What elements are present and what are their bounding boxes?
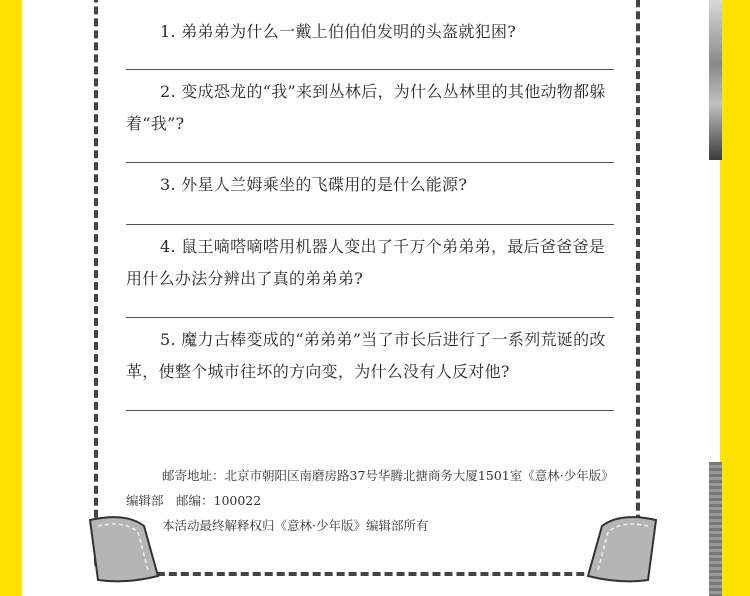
question-5	[126, 324, 614, 388]
answer-line-1[interactable]	[126, 69, 614, 70]
question-2	[126, 76, 614, 140]
question-4-text: 4. 鼠王嘀嗒嘀嗒用机器人变出了千万个弟弟弟，最后爸爸爸是用什么办法分辨出了真的弟弟弟?	[126, 237, 606, 288]
question-3-text: 3. 外星人兰姆乘坐的飞碟用的是什么能源?	[160, 175, 468, 194]
answer-line-5[interactable]	[126, 410, 614, 411]
rights-notice: 本活动最终解释权归《意林·少年版》编辑部所有	[162, 518, 429, 533]
question-2-text: 2. 变成恐龙的“我”来到丛林后，为什么丛林里的其他动物都躲着“我”?	[126, 82, 606, 133]
side-photo-strip-lower	[709, 462, 722, 596]
footer-info	[126, 463, 626, 538]
right-corner-tab-icon	[580, 510, 660, 586]
side-photo-strip	[709, 0, 722, 160]
question-1-text: 1. 弟弟弟为什么一戴上伯伯伯发明的头盔就犯困?	[160, 22, 517, 41]
answer-line-2[interactable]	[126, 162, 614, 163]
question-1	[126, 16, 614, 48]
left-corner-tab-icon	[86, 510, 166, 586]
answer-line-4[interactable]	[126, 317, 614, 318]
question-5-text: 5. 魔力古棒变成的“弟弟弟”当了市长后进行了一系列荒诞的改革，使整个城市往坏的方向变，为什么没有人反对他?	[126, 330, 606, 381]
answer-line-3[interactable]	[126, 224, 614, 225]
mailing-address: 邮寄地址：北京市朝阳区南磨房路37号华腾北搪商务大厦1501室《意林·少年版》编辑部 邮编：100022	[126, 468, 614, 508]
question-4	[126, 231, 614, 295]
question-3	[126, 169, 614, 201]
